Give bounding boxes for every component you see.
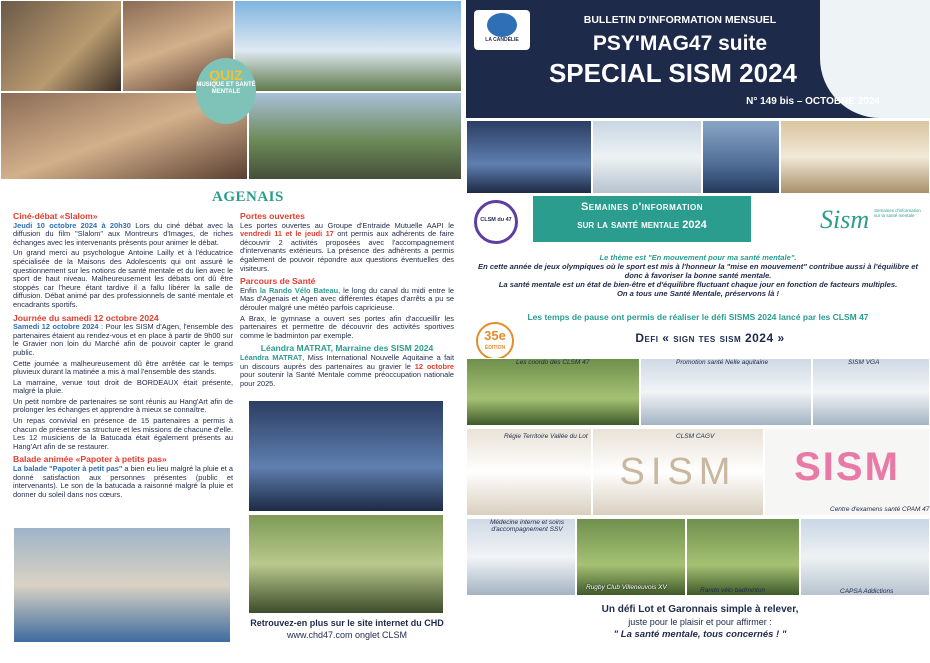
photo-quiz-participants: [0, 0, 122, 92]
paragraph: Les portes ouvertes au Groupe d'Entraide Mutuelle AAPI le vendredi 11 et le jeudi 17 ont permis aux adhérents de faire découvrir 2 activités proposées avec l'accompagnement d'intervenants extérieurs. La présence des adhérents a permis également de pouvoir répondre aux questions éventuelles des visiteurs.: [240, 220, 454, 273]
photo-promotion-sante: [640, 358, 812, 426]
caption: Rando vélo badminton: [700, 587, 766, 594]
sism-banner: Semaines d'information sur la santé mentale 2024: [533, 196, 751, 242]
paragraph: Cette journée a malheureusement dû être arrêtée car le temps pluvieux durant la matinée a mis à mal l'ensemble des stands.: [13, 358, 233, 377]
photo-regie-territoire: [466, 428, 592, 516]
closing-line3: " La santé mentale, tous concernés ! ": [613, 629, 787, 640]
photo-cpam: [764, 428, 930, 516]
title-line1: PSY'MAG47 suite: [592, 32, 768, 55]
paragraph: Jeudi 10 octobre 2024 à 20h30 Lors du ciné débat avec la diffusion du film "Slalom" aux Montreurs d'Images, de riches échanges avec les intervenants présents pour animer le débat.: [13, 220, 233, 247]
caption: Régie Territoire Vallée du Lot: [504, 433, 588, 440]
issue-number: N° 149 bis – OCTOBRE 2024: [746, 96, 880, 107]
closing-text: [500, 604, 900, 640]
photo-radio-stand: [466, 120, 592, 194]
photo-park: [248, 514, 444, 614]
column-middle: [240, 208, 454, 390]
photo-clsm-cagv: [592, 428, 764, 516]
org-name: LA CANDÉLIE: [485, 37, 519, 43]
photo-capsa: [800, 518, 930, 596]
footer-left: [240, 618, 454, 640]
caption: CAPSA Addictions: [840, 588, 894, 595]
photo-cyclists: [248, 92, 462, 180]
sign-letters: SISM: [619, 451, 737, 493]
photo-info-stand: [592, 120, 702, 194]
photo-buffet: [780, 120, 930, 194]
photo-gym-group: [13, 527, 231, 643]
logo-icon: [487, 13, 517, 37]
column-left: [13, 208, 233, 501]
caption: Promotion santé Nelle aquitaine: [676, 359, 769, 366]
caption: SISM VGA: [848, 359, 880, 366]
section-title: AGENAIS: [212, 189, 284, 205]
closing-line2: juste pour le plaisir et pour affirmer :: [628, 617, 772, 627]
heading-cine-debat: Ciné-débat «Slalom»: [13, 211, 98, 221]
intro-text: On a tous une Santé Mentale, préservons là !: [616, 289, 780, 298]
intro-text: La santé mentale est un état de bien-être et d'équilibre fluctuant chaque jour en fonction de facteurs multiples.: [498, 280, 898, 289]
theme-line: Le thème est "En mouvement pour ma santé mentale".: [599, 253, 797, 262]
heading-parcours: Parcours de Santé: [240, 276, 316, 287]
sism-pink-letters: SISM: [794, 445, 900, 489]
heading-balade: Balade animée «Papoter à petits pas»: [13, 454, 167, 465]
paragraph: La marraine, venue tout droit de BORDEAUX était présente, malgré la pluie.: [13, 377, 233, 396]
closing-line1: Un défi Lot et Garonnais simple à relever,: [601, 604, 799, 615]
right-intro: [472, 253, 924, 298]
paragraph: Un petit nombre de partenaires se sont réunis au Hang'Art afin de prolonger les échanges et apprendre à mieux se connaître.: [13, 396, 233, 415]
caption: Les coordo des CLSM 47: [516, 359, 590, 366]
caption: CLSM CAGV: [676, 433, 715, 440]
intro-text: En cette année de jeux olympiques où le sport est mis à l'honneur la "mise en mouvement" contribue aussi à l'équilibre et donc à favoriser la bonne santé mentale.: [478, 262, 918, 280]
pause-text: Les temps de pause ont permis de réaliser le défi SISMS 2024 lancé par les CLSM 47: [527, 312, 869, 322]
sism-logo: Sism Semaines d'information sur la santé mentale: [812, 200, 924, 244]
clsm-badge: CLSM du 47: [474, 200, 518, 244]
paragraph: A Brax, le gymnase a ouvert ses portes afin d'accueillir les partenaires et permettre de découvrir des activités sportives comme le badminton par exemple.: [240, 313, 454, 340]
caption: Centre d'examens santé CPAM 47: [830, 506, 930, 513]
paragraph: Enfin la Rando Vélo Bateau, le long du canal du midi entre le Mas d'Agenais et Agen avec différentes étapes d'arrêts a pu se dérouler malgré une météo parfois capricieuse.: [240, 285, 454, 312]
photo-rando-velo: [686, 518, 800, 596]
website-link[interactable]: www.chd47.com onglet CLSM: [286, 630, 408, 640]
quiz-badge: QUIZ MUSIQUE ET SANTÉ MENTALE: [196, 58, 256, 124]
footer-line: Retrouvez-en plus sur le site internet du CHD: [250, 618, 444, 628]
photo-sism-vga: [812, 358, 930, 426]
caption: Rugby Club Villeneuvois XV: [586, 584, 667, 591]
caption: Médecine interne et soins d'accompagnement SSV: [489, 519, 565, 533]
paragraph: Un repas convivial en présence de 15 partenaires a permis à chacun de présenter sa structure et les missions de chacune d'elle. Les 12 musiciens de la Batucada était également présents au Hang'Art afin de se restaurer.: [13, 416, 233, 451]
defi-title: Defi « sign tes sism 2024 »: [635, 331, 785, 345]
heading-portes-ouvertes: Portes ouvertes: [240, 211, 305, 221]
photo-coordo-clsm: [466, 358, 640, 426]
paragraph: Léandra MATRAT, Miss International Nouvelle Aquitaine a fait un discours auprès des partenaires au gravier le 12 octobre pour soutenir la Santé Mentale comme préoccupation nationale pour 2025.: [240, 352, 454, 388]
bulletin-label: BULLETIN D'INFORMATION MENSUEL: [583, 14, 777, 26]
photo-france-travail: [702, 120, 780, 194]
heading-marraine: Léandra MATRAT, Marraine des SISM 2024: [260, 343, 434, 354]
paragraph: Samedi 12 octobre 2024 : Pour les SISM d'Agen, l'ensemble des partenaires étaient au rendez-vous et en place à partir de 9h00 sur le Gravier non loin du Marché afin de pouvoir capter le grand public.: [13, 322, 233, 357]
photo-boat: [234, 0, 462, 92]
paragraph: La balade "Papoter à petit pas" a bien eu lieu malgré la pluie et a donné satisfaction aux personnes présentes (public et intervenants). Le son de la batucada a raisonné malgré la pluie et donner du soleil dans nos cœurs.: [13, 464, 233, 499]
edition-badge: 35e ÉDITION: [476, 322, 514, 360]
paragraph: Un grand merci au psychologue Antoine Lailly et à l'éducatrice spécialisée de la Maisons des Adolescents qui ont assuré le questionnement sur les notions de santé mentale et du lien avec le sport de haut niveau. Malheureusement les débats ont dû être stoppés car l'heure étant tardive il a fallu libérer la salle de diffusion. Débat animé par des professionnels de santé mentale et encadrants sportifs.: [13, 248, 233, 309]
title-line2: SPECIAL SISM 2024: [548, 58, 798, 88]
heading-journee: Journée du samedi 12 octobre 2024: [13, 312, 159, 323]
photo-radio-van: [248, 400, 444, 512]
